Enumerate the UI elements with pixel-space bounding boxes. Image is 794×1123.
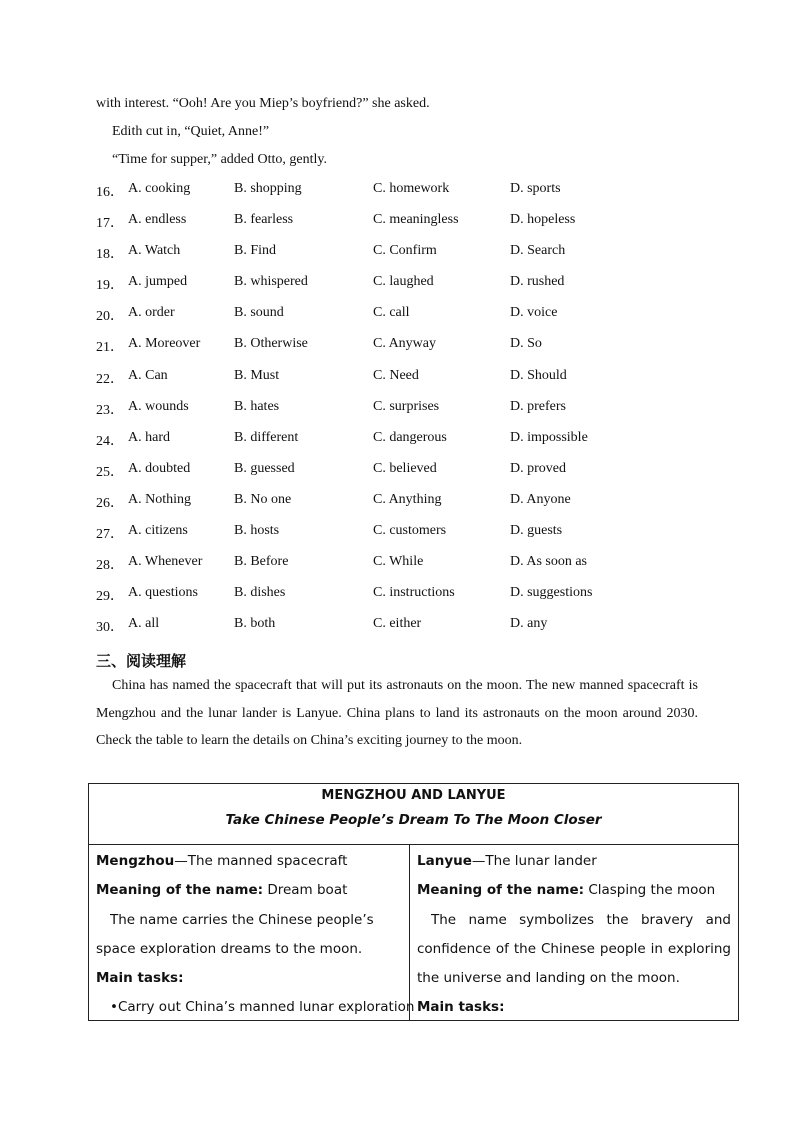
option-d: D. hopeless [510, 212, 576, 228]
passage-line-3: “Time for supper,” added Otto, gently. [112, 152, 327, 167]
question-number: 27． [96, 527, 124, 543]
option-c: C. homework [373, 181, 450, 196]
option-b: B. Otherwise [234, 336, 308, 352]
question-row-25 [96, 461, 736, 492]
option-d: D. voice [510, 305, 558, 321]
option-c: C. surprises [373, 398, 440, 414]
option-d: D. rushed [510, 274, 565, 290]
option-a: A. wounds [128, 398, 189, 414]
option-d: D. prefers [510, 398, 566, 414]
option-a: A. Nothing [128, 491, 191, 507]
question-row-24 [96, 430, 736, 461]
option-b: B. fearless [234, 212, 294, 228]
option-c: C. Need [373, 367, 419, 383]
question-number: 25． [96, 464, 124, 480]
option-a: A. doubted [128, 460, 191, 476]
question-row-18 [96, 243, 736, 274]
question-number: 28． [96, 558, 124, 574]
option-d: D. Should [510, 367, 567, 383]
meaning-line [417, 876, 731, 905]
option-b: B. Find [234, 243, 277, 259]
option-d: D. impossible [510, 429, 588, 445]
option-b: B. hosts [234, 523, 280, 539]
question-row-28 [96, 554, 736, 585]
question-number: 22． [96, 371, 124, 387]
option-d: D. suggestions [510, 585, 593, 601]
option-a: A. all [128, 616, 160, 632]
question-row-27 [96, 523, 736, 554]
option-a: A. jumped [128, 274, 188, 290]
option-d: D. Anyone [510, 491, 571, 507]
option-c: C. Anything [373, 491, 442, 507]
option-c: C. Confirm [373, 243, 437, 259]
option-c: C. instructions [373, 585, 455, 601]
option-c: C. meaningless [373, 212, 459, 228]
option-a: A. Moreover [128, 336, 201, 352]
option-c: C. believed [373, 460, 437, 476]
option-a: A. questions [128, 585, 198, 601]
spacecraft-desc: —The manned spacecraft [174, 853, 348, 869]
option-a: A. order [128, 305, 175, 321]
option-d: D. sports [510, 181, 561, 196]
passage-line-2: Edith cut in, “Quiet, Anne!” [112, 124, 270, 139]
table-header [89, 784, 738, 845]
option-a: A. Watch [128, 243, 181, 259]
option-b: B. both [234, 616, 276, 632]
table-title: MENGZHOU AND LANYUE [321, 788, 506, 803]
lanyue-cell [410, 845, 738, 1021]
question-number: 30． [96, 620, 124, 636]
cell-heading [96, 847, 402, 876]
option-c: C. either [373, 616, 422, 632]
task-item: •Carry out China’s manned lunar exploration [110, 999, 415, 1016]
meaning-value: Clasping the moon [584, 882, 716, 899]
option-c: C. laughed [373, 274, 434, 290]
question-row-16 [96, 181, 736, 212]
option-d: D. guests [510, 523, 563, 539]
option-d: D. As soon as [510, 554, 588, 570]
question-number: 17． [96, 216, 124, 232]
question-row-20 [96, 305, 736, 336]
option-c: C. While [373, 554, 424, 570]
option-b: B. Must [234, 367, 280, 383]
option-b: B. whispered [234, 274, 308, 290]
passage-line-1: with interest. “Ooh! Are you Miep’s boyfriend?” she asked. [96, 96, 430, 111]
option-b: B. hates [234, 398, 280, 414]
info-table [88, 783, 739, 1021]
table-subtitle: Take Chinese People’s Dream To The Moon Closer [225, 812, 602, 828]
option-b: B. guessed [234, 460, 295, 476]
option-d: D. Search [510, 243, 566, 259]
question-number: 23． [96, 402, 124, 418]
question-row-29 [96, 585, 736, 616]
question-row-21 [96, 336, 736, 367]
lander-desc: —The lunar lander [471, 853, 597, 869]
option-c: C. Anyway [373, 336, 436, 352]
reading-passage: China has named the spacecraft that will put its astronauts on the moon. The new manned spacecraft is Mengzhou and the lunar lander is Lanyue. China plans to land its astronauts on the moon around 2030. Check the table to learn the details on China’s exciting journey to the moon. [96, 678, 698, 748]
option-c: C. customers [373, 523, 447, 539]
question-row-19 [96, 274, 736, 305]
question-row-17 [96, 212, 736, 243]
option-a: A. citizens [128, 523, 188, 539]
option-a: A. endless [128, 212, 187, 228]
option-d: D. proved [510, 460, 566, 476]
name-description: The name carries the Chinese people’s space exploration dreams to the moon. [96, 911, 374, 957]
meaning-value: Dream boat [263, 882, 348, 899]
option-b: B. shopping [234, 181, 302, 196]
table-body [89, 845, 738, 1021]
meaning-line [96, 876, 402, 905]
answer-options-list [96, 181, 736, 647]
tasks-label: Main tasks: [417, 999, 505, 1016]
question-number: 21． [96, 340, 124, 356]
option-d: D. So [510, 336, 542, 352]
option-b: B. Before [234, 554, 289, 570]
option-b: B. No one [234, 491, 292, 507]
meaning-label: Meaning of the name: [96, 882, 264, 899]
question-number: 20． [96, 309, 124, 325]
meaning-label: Meaning of the name: [417, 882, 585, 899]
option-b: B. sound [234, 305, 284, 321]
lander-name: Lanyue [417, 853, 472, 869]
option-a: A. Whenever [128, 554, 203, 570]
name-description: The name symbolizes the bravery and confidence of the Chinese people in exploring the universe and landing on the moon. [417, 911, 731, 987]
option-d: D. any [510, 616, 548, 632]
question-row-22 [96, 368, 736, 399]
question-row-23 [96, 399, 736, 430]
tasks-label: Main tasks: [96, 970, 184, 987]
cell-heading [417, 847, 731, 876]
question-row-30 [96, 616, 736, 647]
option-a: A. Can [128, 367, 168, 383]
question-number: 18． [96, 247, 124, 263]
option-a: A. cooking [128, 181, 191, 196]
spacecraft-name: Mengzhou [96, 853, 175, 869]
option-c: C. dangerous [373, 429, 447, 445]
question-number: 24． [96, 433, 124, 449]
option-b: B. dishes [234, 585, 286, 601]
question-number: 16． [96, 185, 124, 200]
question-number: 29． [96, 589, 124, 605]
option-b: B. different [234, 429, 299, 445]
section-title: 三、阅读理解 [96, 652, 187, 670]
option-a: A. hard [128, 429, 170, 445]
question-row-26 [96, 492, 736, 523]
question-number: 26． [96, 495, 124, 511]
option-c: C. call [373, 305, 410, 321]
mengzhou-cell [89, 845, 415, 1021]
question-number: 19． [96, 278, 124, 294]
